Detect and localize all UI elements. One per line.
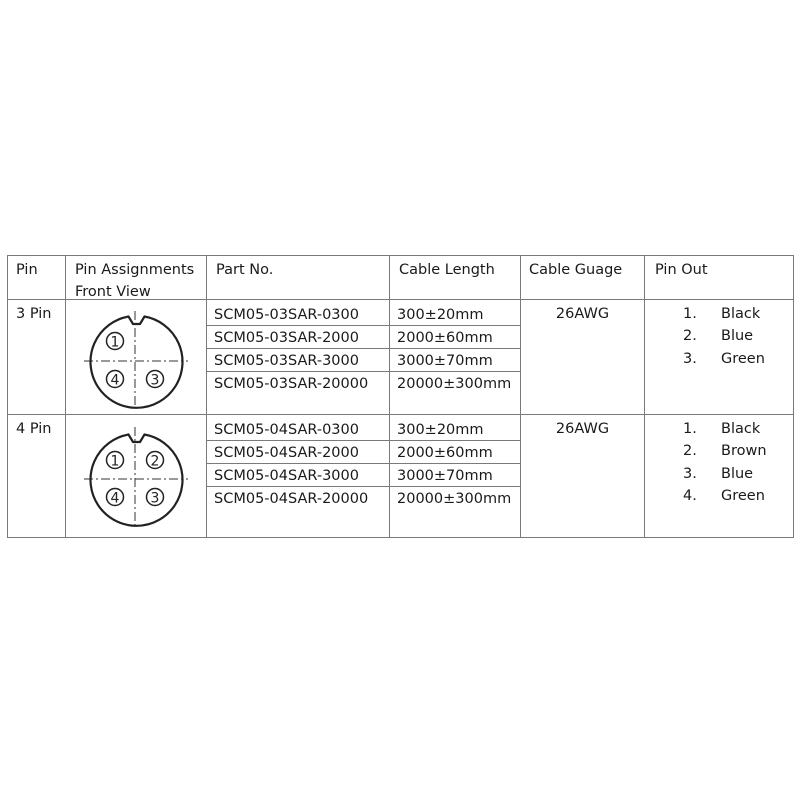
pin-out-item — [683, 465, 783, 487]
pin-out-number: 2. — [683, 443, 697, 460]
pin-out-item — [683, 350, 783, 372]
cable-length: 2000±60mm — [397, 330, 493, 346]
subrow-divider — [206, 325, 520, 326]
cable-gauge: 26AWG — [555, 421, 610, 437]
wire-color: Black — [721, 306, 761, 322]
subrow-divider — [206, 463, 520, 464]
part-number: SCM05-03SAR-2000 — [214, 330, 359, 346]
column-divider — [206, 255, 207, 538]
wire-color: Brown — [721, 443, 767, 460]
column-divider — [389, 255, 390, 538]
part-number: SCM05-04SAR-0300 — [214, 422, 359, 438]
row-pin-count: 3 Pin — [16, 306, 52, 322]
4-pin-connector-front-view-icon — [80, 423, 192, 529]
header-cable-gauge: Cable Guage — [529, 262, 623, 278]
subrow-divider — [206, 371, 520, 372]
pin-out-number: 2. — [683, 328, 697, 345]
cable-length: 2000±60mm — [397, 445, 493, 461]
pin-label: 3 — [150, 372, 160, 389]
cable-gauge: 26AWG — [555, 306, 610, 322]
part-number: SCM05-04SAR-3000 — [214, 468, 359, 484]
pin-out-number: 3. — [683, 350, 697, 367]
header-cable-length: Cable Length — [399, 262, 495, 278]
pin-out-list — [683, 420, 783, 509]
cable-length: 300±20mm — [397, 307, 484, 323]
pin-out-list — [683, 305, 783, 372]
table-right-border — [793, 255, 794, 538]
pin-label: 3 — [150, 490, 160, 507]
pin-out-number: 1. — [683, 306, 697, 322]
cable-length: 3000±70mm — [397, 353, 493, 369]
pin-label: 1 — [110, 453, 120, 470]
pin-label: 4 — [110, 490, 120, 507]
3-pin-connector-front-view-icon — [80, 307, 192, 411]
column-divider — [65, 255, 66, 538]
header-part-no: Part No. — [216, 262, 274, 278]
pin-out-number: 3. — [683, 465, 697, 482]
wire-color: Blue — [721, 465, 754, 482]
part-number: SCM05-03SAR-0300 — [214, 307, 359, 323]
pin-out-item — [683, 420, 783, 442]
wire-color: Green — [721, 487, 765, 504]
wire-color: Blue — [721, 328, 754, 345]
subrow-divider — [206, 486, 520, 487]
subrow-divider — [206, 348, 520, 349]
cable-length: 20000±300mm — [397, 491, 512, 507]
header-front-view: Front View — [75, 284, 151, 300]
pin-out-item — [683, 487, 783, 509]
pin-out-number: 1. — [683, 421, 697, 437]
pin-out-item — [683, 442, 783, 464]
header-pin-assignments: Pin Assignments — [75, 262, 195, 278]
subrow-divider — [206, 440, 520, 441]
cable-length: 20000±300mm — [397, 376, 512, 392]
cable-spec-table — [7, 255, 794, 538]
header-pin: Pin — [16, 262, 38, 278]
table-left-border — [7, 255, 8, 538]
pin-out-number: 4. — [683, 487, 697, 504]
wire-color: Green — [721, 350, 765, 367]
pin-out-item — [683, 305, 783, 327]
part-number: SCM05-04SAR-20000 — [214, 491, 369, 507]
column-divider — [520, 255, 521, 538]
pin-out-item — [683, 327, 783, 349]
row-divider — [7, 414, 794, 415]
pin-label: 1 — [110, 334, 120, 351]
wire-color: Black — [721, 421, 761, 437]
part-number: SCM05-03SAR-20000 — [214, 376, 369, 392]
cable-length: 300±20mm — [397, 422, 484, 438]
part-number: SCM05-03SAR-3000 — [214, 353, 359, 369]
column-divider — [644, 255, 645, 538]
row-pin-count: 4 Pin — [16, 421, 52, 437]
pin-label: 2 — [150, 453, 160, 470]
pin-label: 4 — [110, 372, 120, 389]
header-pin-out: Pin Out — [655, 262, 708, 278]
cable-length: 3000±70mm — [397, 468, 493, 484]
table-bottom-border — [7, 537, 794, 538]
part-number: SCM05-04SAR-2000 — [214, 445, 359, 461]
table-top-border — [7, 255, 794, 256]
